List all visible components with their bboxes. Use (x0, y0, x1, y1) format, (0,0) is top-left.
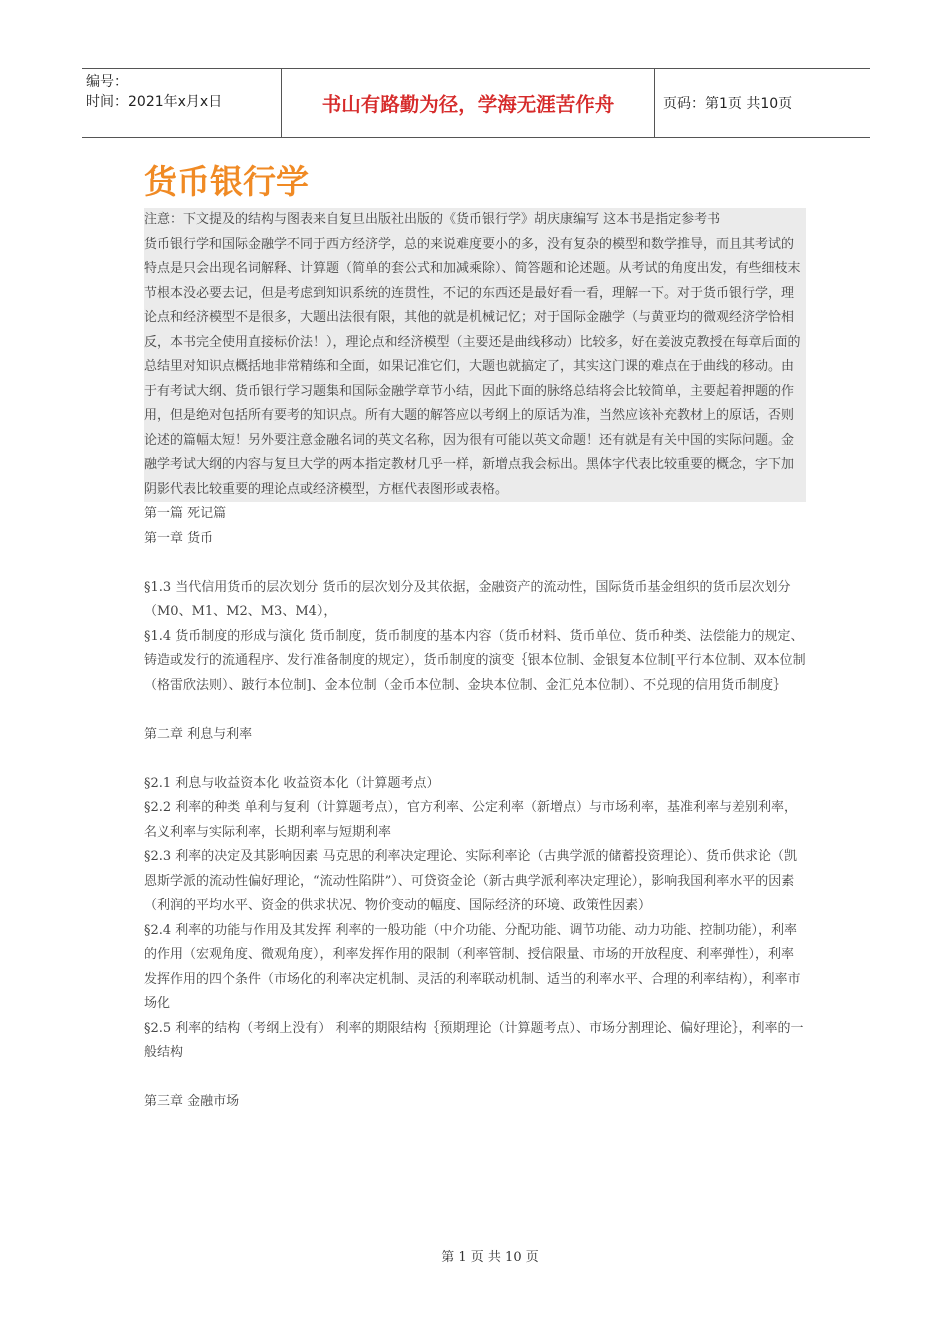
section-paragraph: §2.3 利率的决定及其影响因素 马克思的利率决定理论、实际利率论（古典学派的储蓄投资理论）、货币供求论（凯恩斯学派的流动性偏好理论，“流动性陷阱”）、可贷资金论（新古典学派利率决定理论），影响我国利率水平的因素（利润的平均水平、资金的供求状况、物价变动的幅度、国际经济的环境、政策性因素） (144, 849, 797, 913)
chapter-heading: 第二章 利息与利率 (144, 726, 253, 742)
section-paragraph: §2.5 利率的结构（考纲上没有） 利率的期限结构｛预期理论（计算题考点）、市场分割理论、偏好理论｝，利率的一般结构 (144, 1020, 804, 1060)
note-block (144, 208, 806, 502)
part-heading: 第一篇 死记篇 (144, 506, 227, 521)
chapter-heading: 第三章 金融市场 (144, 1094, 240, 1109)
time-label: 时间：2021年x月x日 (86, 94, 223, 110)
section-paragraph: §2.2 利率的种类 单利与复利（计算题考点），官方利率、公定利率（新增点）与市场利率，基准利率与差别利率，名义利率与实际利率，长期利率与短期利率 (144, 800, 797, 840)
section-paragraph: §2.4 利率的功能与作用及其发挥 利率的一般功能（中介功能、分配功能、调节功能、动力功能、控制功能），利率的作用（宏观角度、微观角度），利率发挥作用的限制（利率管制、授信限量、市场的开放程度、利率弹性），利率发挥作用的四个条件（市场化的利率决定机制、灵活的利率联动机制、适当的利率水平、合理的利率结构），利率市场化 (144, 922, 801, 1011)
motto-cell (281, 69, 655, 137)
section-paragraph: §2.1 利息与收益资本化 收益资本化（计算题考点） (144, 775, 440, 791)
blank-line (144, 1066, 806, 1091)
motto-text: 书山有路勤为径，学海无涯苦作舟 (321, 93, 615, 116)
number-label: 编号： (86, 74, 128, 90)
page-label: 页码：第1页 共10页 (663, 96, 793, 112)
header-left-cell (82, 69, 281, 137)
blank-line (144, 698, 806, 723)
note-paragraph: 货币银行学和国际金融学不同于西方经济学，总的来说难度要小的多，没有复杂的模型和数学推导，而且其考试的特点是只会出现名词解释、计算题（简单的套公式和加减乘除）、简答题和论述题。从考试的角度出发，有些细枝末节根本没必要去记，但是考虑到知识系统的连贯性，不记的东西还是最好看一看，理解一下。对于货币银行学，理论点和经济模型不是很多，大题出法很有限，其他的就是机械记忆；对于国际金融学（与黄亚均的微观经济学恰相反，本书完全使用直接标价法！），理论点和经济模型（主要还是曲线移动）比较多，好在姜波克教授在每章后面的总结里对知识点概括地非常精练和全面，如果记准它们，大题也就搞定了，其实这门课的难点在于曲线的移动。由于有考试大纲、货币银行学习题集和国际金融学章节小结，因此下面的脉络总结将会比较简单，主要起着押题的作用，但是绝对包括所有要考的知识点。所有大题的解答应以考纲上的原话为准，当然应该补充教材上的原话，否则论述的篇幅太短！另外要注意金融名词的英文名称，因为很有可能以英文命题！还有就是有关中国的实际问题。金融学考试大纲的内容与复旦大学的两本指定教材几乎一样，新增点我会标出。黑体字代表比较重要的概念，字下加阴影代表比较重要的理论点或经济模型，方框代表图形或表格。 (144, 236, 801, 497)
page-footer: 第 1 页 共 10 页 (441, 1250, 539, 1265)
header-table (82, 68, 870, 138)
section-paragraph: §1.3 当代信用货币的层次划分 货币的层次划分及其依据，金融资产的流动性，国际货币基金组织的货币层次划分 (144, 579, 791, 595)
section-paragraph: §1.4 货币制度的形成与演化 货币制度，货币制度的基本内容（货币材料、货币单位、货币种类、法偿能力的规定、铸造或发行的流通程序、发行准备制度的规定），货币制度的演变｛银本位制、金银复本位制[平行本位制、双本位制（格雷欣法则）、跛行本位制]、金本位制（金币本位制、金块本位制、金汇兑本位制）、不兑现的信用货币制度｝ (144, 628, 806, 693)
blank-line (144, 747, 806, 772)
page-number-cell (655, 69, 870, 137)
blank-line (144, 551, 806, 576)
section-paragraph: （M0、M1、M2、M3、M4）， (144, 604, 337, 619)
chapter-heading: 第一章 货币 (144, 530, 214, 546)
document-body (144, 208, 806, 1115)
document-title: 货币银行学 (144, 162, 309, 201)
note-paragraph: 注意：下文提及的结构与图表来自复旦出版社出版的《货币银行学》胡庆康编写 这本书是指定参考书 (144, 212, 721, 227)
